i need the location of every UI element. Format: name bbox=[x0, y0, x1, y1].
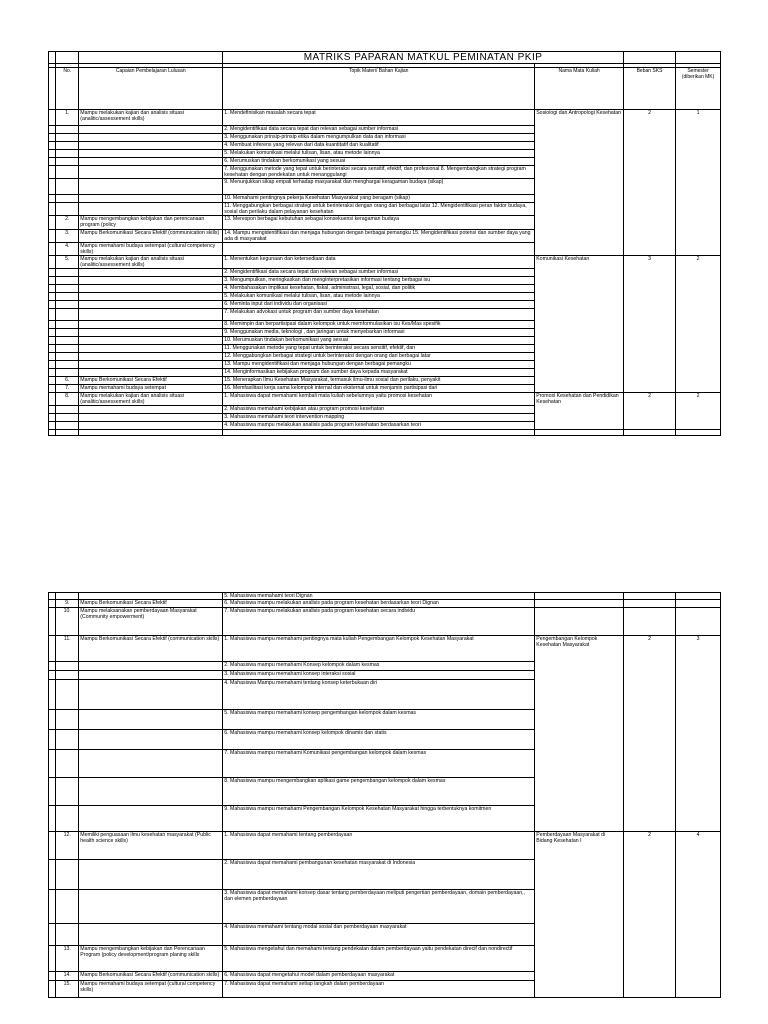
topik-cell: 1. Mahasiswa mampu memahami pentingnya mata kuliah Pengembangan Kelompok Kesehatan Masyarakat bbox=[223, 636, 535, 662]
sks-cell: 2 bbox=[623, 832, 675, 998]
spacer-cell bbox=[49, 406, 56, 414]
capaian-cell: Mampu melakukan kajian dan analisis situasi (analitic/assessement skills) bbox=[79, 393, 223, 406]
semester-cell: 2 bbox=[676, 256, 721, 393]
spacer-cell bbox=[49, 166, 56, 179]
sks-cell bbox=[623, 600, 675, 608]
spacer-cell bbox=[49, 301, 56, 309]
capaian-cell bbox=[79, 406, 223, 414]
row-number bbox=[56, 285, 79, 293]
row-number bbox=[56, 890, 79, 924]
capaian-cell bbox=[79, 321, 223, 329]
topik-cell: 7. Mahasiswa mampu memahami Komunikasi pengembangan kelompok dalam kesmas bbox=[223, 750, 535, 778]
capaian-cell bbox=[79, 806, 223, 832]
row-number: 2. bbox=[56, 216, 79, 230]
row-number bbox=[56, 293, 79, 301]
topik-cell: 4. Mahasiswa Mampu memahami tentang konsep keterbukaan diri bbox=[223, 680, 535, 710]
topik-cell: 3. Mahasiswa dapat memahami konsep dasar tentang pemberdayaan meliputi pengertian pemberdayaan, domain pemberdayaan,, dan elemen pemberdayaan bbox=[223, 890, 535, 924]
capaian-cell bbox=[79, 166, 223, 179]
row-number: 14. bbox=[56, 972, 79, 981]
sks-cell: 2 bbox=[623, 393, 675, 430]
capaian-cell bbox=[79, 285, 223, 293]
capaian-cell bbox=[79, 277, 223, 285]
semester-cell bbox=[676, 600, 721, 608]
topik-cell: 4. Mahasiswa memahami tentang modal sosial dan pemberdayaan masyarakat bbox=[223, 924, 535, 946]
topik-cell: 5. Melakukan komunikasi melalui tulisan, lisan, atau metode lainnya bbox=[223, 293, 535, 301]
capaian-cell bbox=[79, 203, 223, 216]
capaian-cell bbox=[79, 369, 223, 377]
spacer-cell bbox=[49, 414, 56, 422]
spacer-cell bbox=[49, 329, 56, 337]
capaian-cell: Memiliki penguasaan ilmu kesehatan masyarakat (Public health science skills) bbox=[79, 832, 223, 860]
spacer-cell bbox=[49, 972, 56, 981]
row-number bbox=[56, 361, 79, 369]
row-number: 15. bbox=[56, 981, 79, 998]
row-number: 3. bbox=[56, 230, 79, 243]
capaian-cell bbox=[79, 671, 223, 680]
topik-cell: 2. Mahasiswa dapat memahami pembangunan kesehatan masyarakat di Indonesia bbox=[223, 860, 535, 890]
table-row bbox=[49, 832, 721, 860]
row-number bbox=[56, 195, 79, 203]
row-number bbox=[56, 369, 79, 377]
spacer-cell bbox=[49, 269, 56, 277]
spacer-cell bbox=[49, 890, 56, 924]
mata-kuliah-cell: Promosi Kesehatan dan Pendidikan Kesehatan bbox=[535, 393, 624, 430]
capaian-cell bbox=[79, 730, 223, 750]
table-row bbox=[49, 256, 721, 269]
topik-cell: 2. Mahasiswa mampu memahami Konsep kelompok dalam kesmas bbox=[223, 662, 535, 671]
row-number: 10. bbox=[56, 608, 79, 636]
spacer-cell bbox=[49, 361, 56, 369]
capaian-cell bbox=[79, 150, 223, 158]
table-row bbox=[49, 593, 721, 600]
capaian-cell: Mampu memahami budaya setempat (cultural competency skills) bbox=[79, 981, 223, 998]
mata-kuliah-cell: Komunikasi Kesehatan bbox=[535, 256, 624, 393]
header-row bbox=[49, 68, 721, 110]
row-number bbox=[56, 710, 79, 730]
mata-kuliah-cell bbox=[535, 608, 624, 636]
row-number bbox=[56, 924, 79, 946]
capaian-cell bbox=[79, 422, 223, 430]
capaian-cell bbox=[79, 662, 223, 671]
capaian-cell bbox=[79, 195, 223, 203]
spacer-cell bbox=[49, 636, 56, 662]
row-number bbox=[56, 179, 79, 195]
matrix-table-page-2 bbox=[48, 592, 721, 998]
spacer-cell bbox=[49, 860, 56, 890]
capaian-cell: Mampu mengembangkan kebijakan dan perencanaan program (policy bbox=[79, 216, 223, 230]
spacer-cell bbox=[49, 337, 56, 345]
topik-cell: 6. Mahasiswa dapat mengetahui model dalam pemberdayaan masyarakat bbox=[223, 972, 535, 981]
capaian-cell: Mampu memahami budaya setempat bbox=[79, 385, 223, 393]
semester-cell bbox=[676, 608, 721, 636]
capaian-cell bbox=[79, 750, 223, 778]
capaian-cell bbox=[79, 710, 223, 730]
topik-cell: 10. Memahami pentingnya pekerja Kesehatan Masyarakat yang beragam (sikap) bbox=[223, 195, 535, 203]
spacer-cell bbox=[49, 750, 56, 778]
row-number bbox=[56, 414, 79, 422]
semester-cell bbox=[676, 593, 721, 600]
row-number: 12. bbox=[56, 832, 79, 860]
semester-cell: 1 bbox=[676, 110, 721, 256]
table-row bbox=[49, 600, 721, 608]
spacer-cell bbox=[49, 369, 56, 377]
spacer-cell bbox=[49, 680, 56, 710]
topik-cell: 1. Mahasiswa dapat memahami kembali mata kuliah sebelumnya yaitu promosi kesehatan bbox=[223, 393, 535, 406]
topik-cell: 3. Mengumpulkan, meringkaskan dan menginterpretasikan informasi tentang berbagai isu bbox=[223, 277, 535, 285]
topik-cell: 3. Mahasiswa memahami teori intervention mapping bbox=[223, 414, 535, 422]
spacer-cell bbox=[49, 309, 56, 321]
capaian-cell: Mampu Berkomunikasi Secara Efektif (communication skills) bbox=[79, 636, 223, 662]
capaian-cell bbox=[79, 890, 223, 924]
topik-cell: 5. Mahasiswa memahami teori Dignan bbox=[223, 593, 535, 600]
topik-cell: 1. Mendefinisikan masalah secara tepat bbox=[223, 110, 535, 126]
topik-cell: 10. Merumuskan tindakan berkomunikasi yang sesuai bbox=[223, 337, 535, 345]
row-number bbox=[56, 329, 79, 337]
capaian-cell: Mampu memahami budaya setempat (cultural competency skills) bbox=[79, 243, 223, 256]
spacer-cell bbox=[49, 377, 56, 385]
capaian-cell: Mampu Berkomunikasi Secara Efektif bbox=[79, 377, 223, 385]
capaian-cell bbox=[79, 269, 223, 277]
topik-cell: 5. Melakukan komunikasi melalui tulisan, lisan, atau metode lainnya bbox=[223, 150, 535, 158]
row-number bbox=[56, 126, 79, 134]
capaian-cell bbox=[79, 778, 223, 806]
row-number bbox=[56, 778, 79, 806]
header-sks: Beban SKS bbox=[623, 68, 675, 110]
spacer-cell bbox=[49, 924, 56, 946]
capaian-cell bbox=[79, 309, 223, 321]
matrix-table-page-1 bbox=[48, 51, 721, 436]
row-number: 9. bbox=[56, 600, 79, 608]
table-row bbox=[49, 393, 721, 406]
spacer-cell bbox=[49, 293, 56, 301]
table-row bbox=[49, 608, 721, 636]
topik-cell: 16. Memfasilitasi kerja sama kelompok internal dan eksternal untuk menjamin partisipasi dari bbox=[223, 385, 535, 393]
row-number bbox=[56, 345, 79, 353]
mata-kuliah-cell: Pengembangan Kelompok Kesehatan Masyarakat bbox=[535, 636, 624, 832]
semester-cell: 3 bbox=[676, 636, 721, 832]
spacer-cell bbox=[49, 946, 56, 972]
row-number: 8. bbox=[56, 393, 79, 406]
table-row bbox=[49, 110, 721, 126]
row-number bbox=[56, 406, 79, 414]
row-number bbox=[56, 166, 79, 179]
page-title: MATRIKS PAPARAN MATKUL PEMINATAN PKIP bbox=[223, 52, 624, 64]
capaian-cell bbox=[79, 179, 223, 195]
row-number bbox=[56, 730, 79, 750]
capaian-cell bbox=[79, 345, 223, 353]
topik-cell: 13. Merespon berbagai kebutuhan sebagai konsekuensi keragaman budaya bbox=[223, 216, 535, 230]
topik-cell: 5. Mahasiswa mengetahui dan memahami tentang pendekatan dalam pemberdayaan yaitu pendekatan direcif dan nondirectif bbox=[223, 946, 535, 972]
row-number bbox=[56, 142, 79, 150]
spacer-cell bbox=[49, 134, 56, 142]
topik-cell: 7. Menggunakan metode yang tepat untuk berinteraksi secara sensitif, efektif, dan profesional 8. Mengembangkan strategi program kesehatan dengan pendekatan untuk menanggulangi bbox=[223, 166, 535, 179]
capaian-cell bbox=[79, 414, 223, 422]
spacer-cell bbox=[49, 608, 56, 636]
topik-cell: 1. Menentukan kegunaan dan ketersediaan data bbox=[223, 256, 535, 269]
capaian-cell bbox=[79, 353, 223, 361]
spacer-cell bbox=[49, 353, 56, 361]
spacer-cell bbox=[49, 277, 56, 285]
row-number: 5. bbox=[56, 256, 79, 269]
topik-cell: 3. Menggunakan prinsip-prinsip etika dalam mengumpulkan data dan informasi bbox=[223, 134, 535, 142]
row-number bbox=[56, 134, 79, 142]
mata-kuliah-cell bbox=[535, 593, 624, 600]
spacer-cell bbox=[49, 710, 56, 730]
row-number: 7. bbox=[56, 385, 79, 393]
topik-cell: 7. Melakukan advokasi untuk program dan sumber daya kesehatan bbox=[223, 309, 535, 321]
topik-cell: 4. Mahasiswa mampu melakukan analisis pada program kesehatan berdasarkan teori bbox=[223, 422, 535, 430]
topik-cell: 8. Memimpin dan berpartisipasi dalam kelompok untuk memformulasikan isu Kes/Mas spesifik bbox=[223, 321, 535, 329]
topik-cell: 9. Menggunakan media, teknologi , dan jaringan untuk menyebarkan informasi bbox=[223, 329, 535, 337]
capaian-cell: Mampu melaksanakan pemberdayaan Masyarakat (Community empowerment) bbox=[79, 608, 223, 636]
header-no: No. bbox=[56, 68, 79, 110]
capaian-cell: Mampu Berkomunikasi Secara Efektif (communication skills) bbox=[79, 972, 223, 981]
topik-cell: 3. Mahasiswa mampu memahami konsep interaksi sosial bbox=[223, 671, 535, 680]
row-number bbox=[56, 680, 79, 710]
topik-cell: 6. Meminta input dari individu dan organisasi bbox=[223, 301, 535, 309]
row-number: 13. bbox=[56, 946, 79, 972]
spacer-cell bbox=[49, 195, 56, 203]
spacer-cell bbox=[49, 806, 56, 832]
header-capaian: Capaian Pembelajaran Lulusan bbox=[79, 68, 223, 110]
spacer-cell bbox=[49, 345, 56, 353]
capaian-cell bbox=[79, 860, 223, 890]
capaian-cell: Mampu mengembangkan kebijakan dan Perencanaan Program (policy development/program planing skills bbox=[79, 946, 223, 972]
capaian-cell bbox=[79, 329, 223, 337]
row-number bbox=[56, 750, 79, 778]
spacer-cell bbox=[49, 593, 56, 600]
capaian-cell: Mampu melakukan kajian dan analisis situasi (analitic/assessement skills) bbox=[79, 256, 223, 269]
capaian-cell bbox=[79, 126, 223, 134]
capaian-cell bbox=[79, 301, 223, 309]
topik-cell: 11. Menggunakan metode yang tepat untuk berinteraksi secara sensitif, efektif, dan bbox=[223, 345, 535, 353]
topik-cell: 1. Mahasiswa dapat memahami tentang pemberdayaan bbox=[223, 832, 535, 860]
table-row bbox=[49, 636, 721, 662]
row-number: 6. bbox=[56, 377, 79, 385]
spacer-cell bbox=[49, 730, 56, 750]
topik-cell: 5. Mahasiswa mampu memahami konsep pengembangan kelompok dalam kesmas bbox=[223, 710, 535, 730]
spacer-cell bbox=[49, 216, 56, 230]
topik-cell: 14. Mampu mengidentifikasi dan menjaga hubungan dengan berbagai pemangku 15. Mengidentifikasi potensi dan sumber daya yang ada di masyarakat bbox=[223, 230, 535, 243]
capaian-cell: Mampu Berkomunikasi Secara Efektif bbox=[79, 600, 223, 608]
spacer-cell bbox=[49, 321, 56, 329]
header-semester: Semester (diberikan MK) bbox=[676, 68, 721, 110]
spacer-cell bbox=[49, 600, 56, 608]
semester-cell: 2 bbox=[676, 393, 721, 430]
topik-cell: 13. Mampu mengidentifikasi dan menjaga hubungan dengan berbagai pemangku bbox=[223, 361, 535, 369]
header-topik: Topik Materi/ Bahan Kajian bbox=[223, 68, 535, 110]
topik-cell: 2. Mengidentifikasi data secara tepat dan relevan sebagai sumber informasi bbox=[223, 269, 535, 277]
capaian-cell: Mampu Berkomunikasi Secara Efektif (communication skills) bbox=[79, 230, 223, 243]
row-number bbox=[56, 150, 79, 158]
topik-cell: 15. Menerapkan Ilmu Kesehatan Masyarakat, termasuk ilmu-ilmu sosial dan perilaku, penyakit bbox=[223, 377, 535, 385]
row-number bbox=[56, 806, 79, 832]
mata-kuliah-cell bbox=[535, 600, 624, 608]
spacer-cell bbox=[49, 256, 56, 269]
mata-kuliah-cell: Pemberdayaan Masyarakat di Bidang Kesehatan I bbox=[535, 832, 624, 998]
row-number bbox=[56, 671, 79, 680]
spacer-cell bbox=[49, 142, 56, 150]
row-number bbox=[56, 860, 79, 890]
sks-cell: 3 bbox=[623, 256, 675, 393]
spacer-cell bbox=[49, 243, 56, 256]
row-number bbox=[56, 277, 79, 285]
spacer-cell bbox=[49, 981, 56, 998]
spacer-cell bbox=[49, 385, 56, 393]
topik-cell: 4. Membuat inferens yang relevan dari data kuantitatif dan kualitatif bbox=[223, 142, 535, 150]
capaian-cell bbox=[79, 924, 223, 946]
row-number bbox=[56, 353, 79, 361]
spacer-cell bbox=[49, 393, 56, 406]
topik-cell: 11. Menggabungkan berbagai strategi untuk berinteraksi dengan orang dari berbagai latar 12. Mengidentifikasi peran faktor budaya, sosial dan perilaku dalam pelayanan kesehatan bbox=[223, 203, 535, 216]
row-number bbox=[56, 158, 79, 166]
capaian-cell bbox=[79, 142, 223, 150]
row-number bbox=[56, 269, 79, 277]
topik-cell: 7. Mahasiswa mampu melakukan analisis pada program kesehatan secara individu bbox=[223, 608, 535, 636]
spacer-cell bbox=[49, 150, 56, 158]
header-mata-kuliah: Nama Mata Kuliah bbox=[535, 68, 624, 110]
topik-cell bbox=[223, 243, 535, 256]
row-number bbox=[56, 337, 79, 345]
topik-cell: 2. Mahasiswa memahami kebijakan atau program promosi kesehatan bbox=[223, 406, 535, 414]
spacer-cell bbox=[49, 662, 56, 671]
row-number bbox=[56, 203, 79, 216]
row-number bbox=[56, 301, 79, 309]
capaian-cell bbox=[79, 293, 223, 301]
topik-cell: 14. Menginformasikan kebijakan program dan sumber daya kepada masyarakat bbox=[223, 369, 535, 377]
row-number bbox=[56, 593, 79, 600]
capaian-cell bbox=[79, 361, 223, 369]
sks-cell: 2 bbox=[623, 636, 675, 832]
row-number bbox=[56, 662, 79, 671]
spacer-cell bbox=[49, 203, 56, 216]
row-number bbox=[56, 321, 79, 329]
topik-cell: 6. Mahasiswa mampu memahami konsep kelompok dinamis dan statis bbox=[223, 730, 535, 750]
spacer-cell bbox=[49, 230, 56, 243]
spacer-cell bbox=[49, 832, 56, 860]
topik-cell: 9. Mahasiswa mampu memahami Pengembangan Kelompok Kesehatan Masyarakat hingga terbentuknya komitmen bbox=[223, 806, 535, 832]
spacer-cell bbox=[49, 126, 56, 134]
spacer-cell bbox=[49, 422, 56, 430]
spacer-cell bbox=[49, 778, 56, 806]
row-number bbox=[56, 422, 79, 430]
semester-cell: 4 bbox=[676, 832, 721, 998]
spacer-cell bbox=[49, 158, 56, 166]
sks-cell: 2 bbox=[623, 110, 675, 256]
capaian-cell bbox=[79, 593, 223, 600]
topik-cell: 7. Mahasiswa dapat memahami setiap langkah dalam pemberdayaan bbox=[223, 981, 535, 998]
row-number: 11. bbox=[56, 636, 79, 662]
spacer-cell bbox=[49, 110, 56, 126]
topik-cell: 4. Membahasakan implikasi kesehatan, fiskal, administrasi, legal, sosial, dan politik bbox=[223, 285, 535, 293]
mata-kuliah-cell: Sosiologi dan Antropologi Kesehatan bbox=[535, 110, 624, 256]
spacer-cell bbox=[49, 179, 56, 195]
capaian-cell bbox=[79, 680, 223, 710]
spacer-cell bbox=[49, 671, 56, 680]
capaian-cell bbox=[79, 134, 223, 142]
topik-cell: 8. Mahasiswa mampu mengembangkan aplikasi game pengembangan kelompok dalam kesmas bbox=[223, 778, 535, 806]
topik-cell: 6. Mahasiswa mampu melakukan analisis pada program kesehatan berdasarkan teori Dignan bbox=[223, 600, 535, 608]
sks-cell bbox=[623, 593, 675, 600]
topik-cell: 6. Merumuskan tindakan berkomunikasi yang sesuai bbox=[223, 158, 535, 166]
sks-cell bbox=[623, 608, 675, 636]
topik-cell: 9. Menunjukkan sikap empati terhadap masyarakat dan menghargai keragaman budaya (sikap) bbox=[223, 179, 535, 195]
topik-cell: 2. Mengidentifikasi data secara tepat dan relevan sebagai sumber informasi bbox=[223, 126, 535, 134]
topik-cell: 12. Menggabungkan berbagai strategi untuk berinteraksi dengan orang dari berbagai latar bbox=[223, 353, 535, 361]
capaian-cell bbox=[79, 158, 223, 166]
row-number bbox=[56, 309, 79, 321]
row-number: 1. bbox=[56, 110, 79, 126]
spacer-cell bbox=[49, 285, 56, 293]
row-number: 4. bbox=[56, 243, 79, 256]
capaian-cell: Mampu melakukan kajian dan analisis situasi (analitic/assessement skills) bbox=[79, 110, 223, 126]
capaian-cell bbox=[79, 337, 223, 345]
